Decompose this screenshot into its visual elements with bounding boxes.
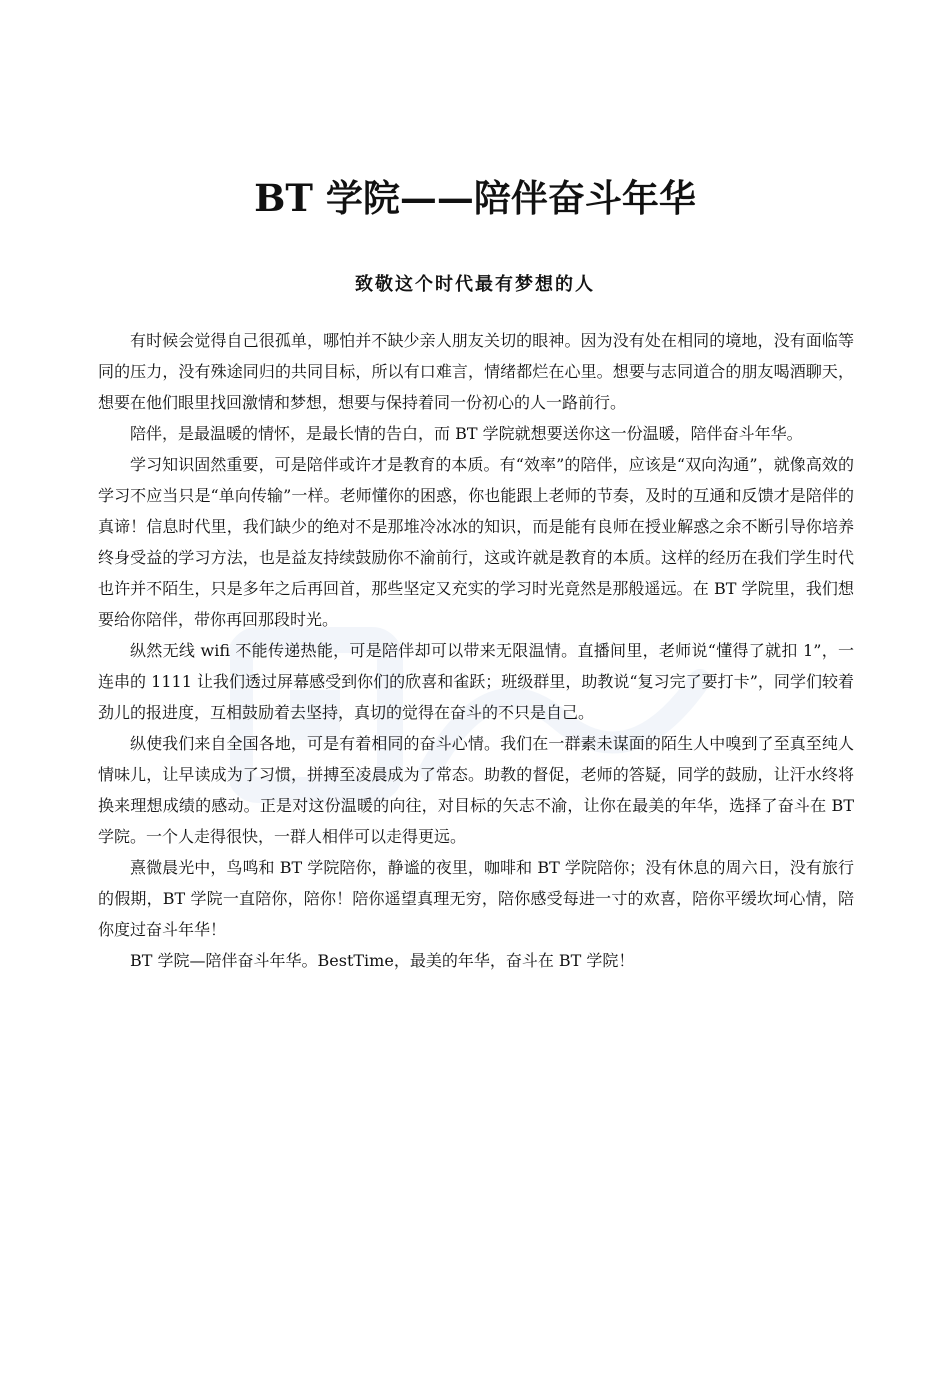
paragraph: 陪伴，是最温暖的情怀，是最长情的告白，而 BT 学院就想要送你这一份温暖，陪伴奋斗年华。: [130, 424, 803, 443]
paragraph: 纵使我们来自全国各地，可是有着相同的奋斗心情。我们在一群素未谋面的陌生人中嗅到了至真至纯人情味儿，让早读成为了习惯，拼搏至凌晨成为了常态。助教的督促，老师的答疑，同学的鼓励，让汗水终将换来理想成绩的感动。正是对这份温暖的向往，对目标的矢志不渝，让你在最美的年华，选择了奋斗在 BT 学院。一个人走得很快，一群人相伴可以走得更远。: [98, 734, 854, 846]
paragraph: 纵然无线 wifi 不能传递热能，可是陪伴却可以带来无限温情。直播间里，老师说“懂得了就扣 1”，一连串的 1111 让我们透过屏幕感受到你们的欣喜和雀跃；班级群里，助教说“复习完了要打卡”，同学们较着劲儿的报进度，互相鼓励着去坚持，真切的觉得在奋斗的不只是自己。: [98, 641, 854, 722]
paragraph: BT 学院—陪伴奋斗年华。BestTime，最美的年华，奋斗在 BT 学院！: [130, 951, 635, 970]
article-body: [98, 325, 854, 976]
page-title: BT 学院——陪伴奋斗年华: [254, 176, 696, 220]
paragraph: 有时候会觉得自己很孤单，哪怕并不缺少亲人朋友关切的眼神。因为没有处在相同的境地，没有面临等同的压力，没有殊途同归的共同目标，所以有口难言，情绪都烂在心里。想要与志同道合的朋友喝酒聊天，想要在他们眼里找回激情和梦想，想要与保持着同一份初心的人一路前行。: [98, 331, 854, 412]
paragraph: 学习知识固然重要，可是陪伴或许才是教育的本质。有“效率”的陪伴，应该是“双向沟通”，就像高效的学习不应当只是“单向传输”一样。老师懂你的困惑，你也能跟上老师的节奏，及时的互通和反馈才是陪伴的真谛！信息时代里，我们缺少的绝对不是那堆冷冰冰的知识，而是能有良师在授业解惑之余不断引导你培养终身受益的学习方法，也是益友持续鼓励你不渝前行，这或许就是教育的本质。这样的经历在我们学生时代也许并不陌生，只是多年之后再回首，那些坚定又充实的学习时光竟然是那般遥远。在 BT 学院里，我们想要给你陪伴，带你再回那段时光。: [98, 455, 854, 629]
page-subtitle: 致敬这个时代最有梦想的人: [355, 274, 595, 295]
paragraph: 熹微晨光中，鸟鸣和 BT 学院陪你，静谧的夜里，咖啡和 BT 学院陪你；没有休息的周六日，没有旅行的假期，BT 学院一直陪你，陪你！陪你遥望真理无穷，陪你感受每进一寸的欢喜，陪你平缓坎坷心情，陪你度过奋斗年华！: [98, 858, 854, 939]
